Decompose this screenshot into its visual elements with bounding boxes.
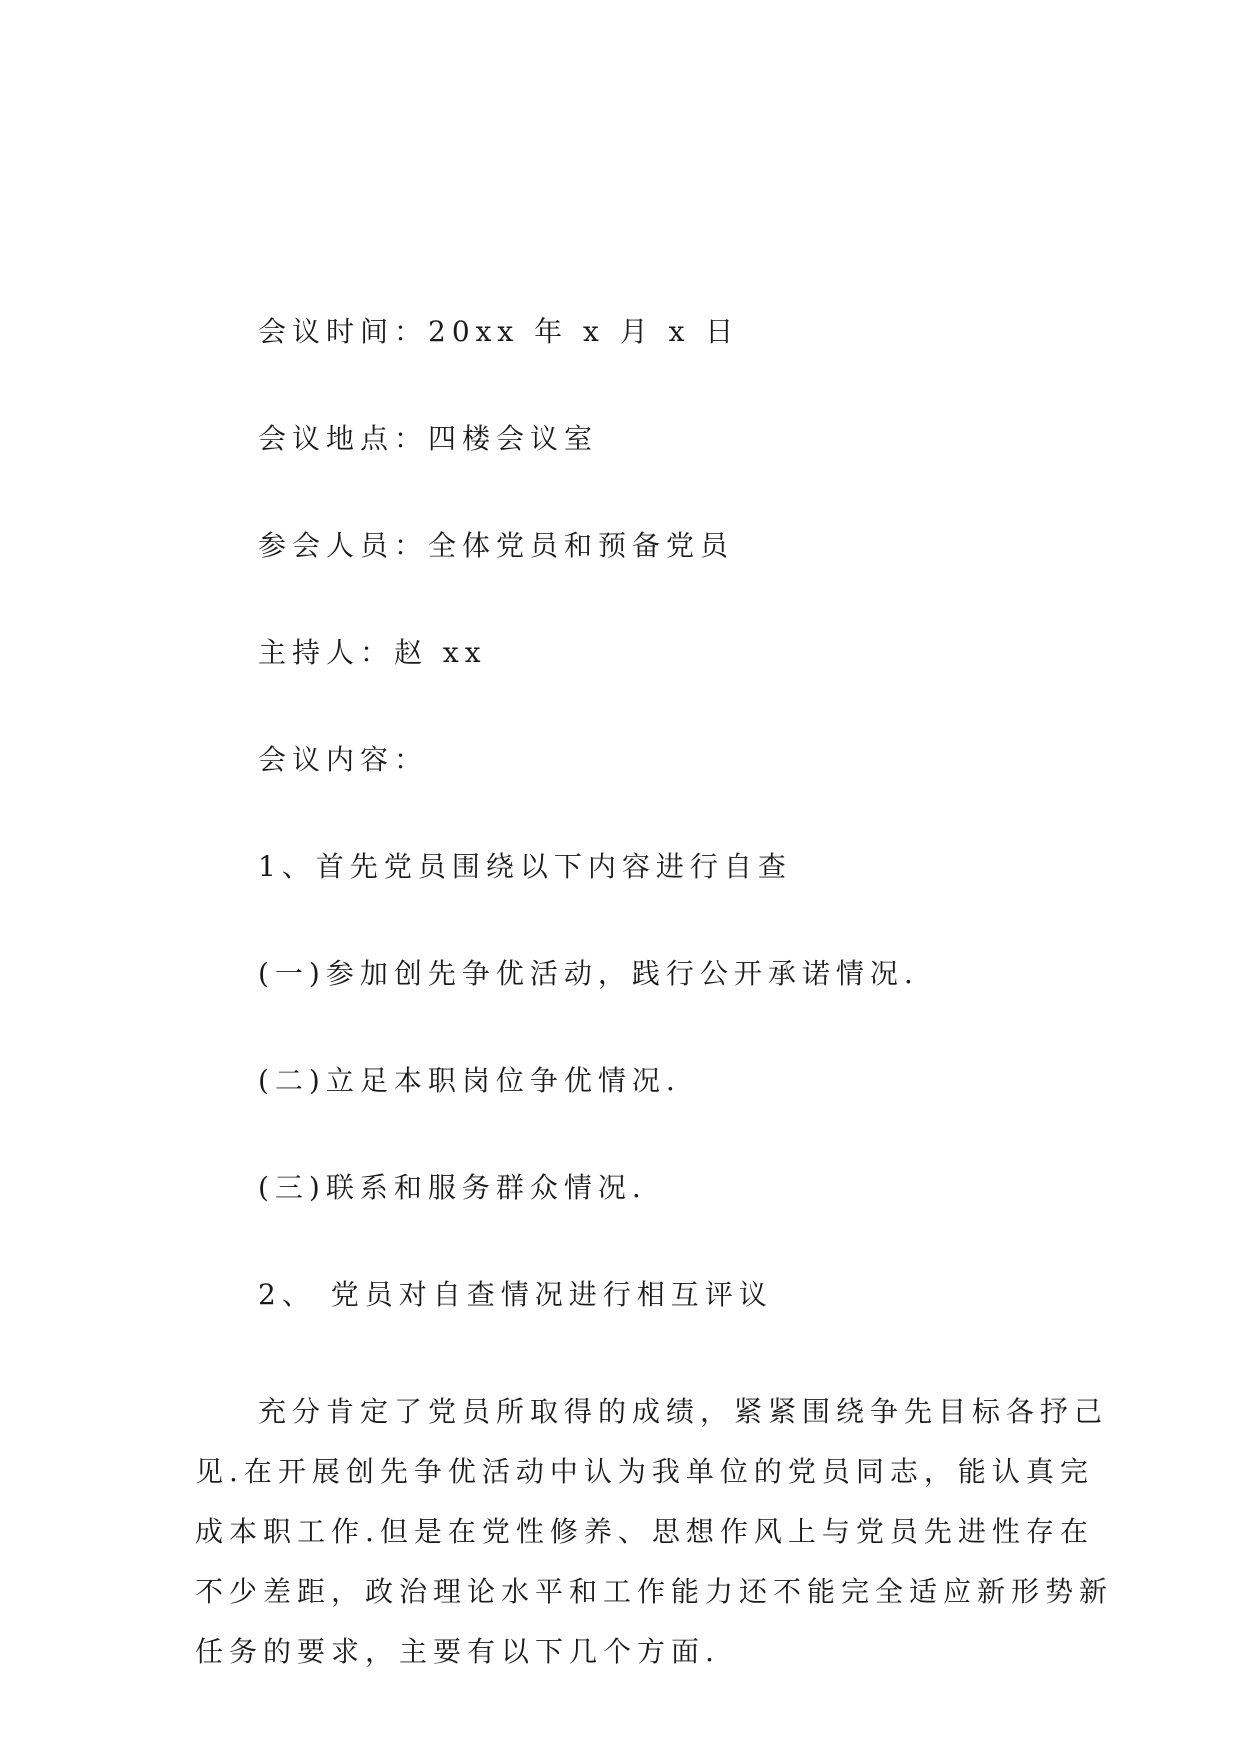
summary-paragraph	[195, 1382, 1114, 1682]
sub-item-2: (二)立足本职岗位争优情况.	[258, 1064, 681, 1097]
item-1: 1、首先党员围绕以下内容进行自查	[258, 850, 792, 883]
meeting-host: 主持人：赵 xx	[258, 636, 487, 669]
meeting-time: 会议时间：20xx 年 x 月 x 日	[258, 315, 740, 348]
meeting-place: 会议地点：四楼会议室	[258, 422, 599, 455]
paragraph-line-4: 不少差距，政治理论水平和工作能力还不能完全适应新形势新	[195, 1575, 1114, 1608]
paragraph-line-2: 见.在开展创先争优活动中认为我单位的党员同志，能认真完	[195, 1455, 1094, 1488]
sub-item-3: (三)联系和服务群众情况.	[258, 1171, 647, 1204]
meeting-attendees: 参会人员：全体党员和预备党员	[258, 529, 735, 562]
sub-item-1: (一)参加创先争优活动，践行公开承诺情况.	[258, 957, 919, 990]
paragraph-line-3: 成本职工作.但是在党性修养、思想作风上与党员先进性存在	[195, 1515, 1094, 1548]
paragraph-line-5: 任务的要求，主要有以下几个方面.	[195, 1635, 720, 1668]
item-2: 2、 党员对自查情况进行相互评议	[258, 1278, 773, 1311]
paragraph-line-1: 充分肯定了党员所取得的成绩，紧紧围绕争先目标各抒己	[258, 1395, 1109, 1428]
meeting-content-label: 会议内容：	[258, 743, 429, 776]
